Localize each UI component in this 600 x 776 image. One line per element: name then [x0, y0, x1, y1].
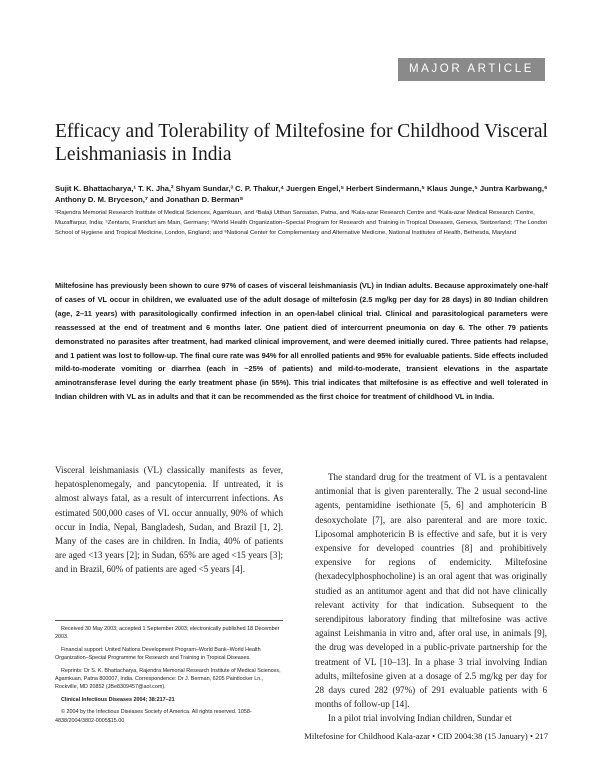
- journal-citation: Clinical Infectious Diseases 2004; 38:217–21: [61, 696, 175, 703]
- article-title: Efficacy and Tolerability of Miltefosine for Childhood Visceral Leishmaniasis in India: [55, 121, 548, 165]
- body-column-right: [315, 470, 547, 726]
- reprints-note: Reprints: Dr S. K. Bhattacharya, Rajendra Memorial Research Institute of Medical Sciences, Agamkuan, Patna 800007, India. Correspondence: Dr J. Berman, 6205 Paintlocker Ln., Rockville, MD 20852 (JBe8309457@aol.com).: [55, 667, 281, 691]
- abstract: Miltefosine has previously been shown to cure 97% of cases of visceral leishmaniasis (VL) in Indian adults. Because approximately one-half of cases of VL occur in children, we evaluated use of the adult dosage of miltefosin (2.5 mg/kg per day for 28 days) in 80 Indian children (age, 2–11 years) with parasitologically confirmed infection in an open-label clinical trial. Clinical and parasitological parameters were reassessed at the end of treatment and 6 months later. One patient died of intercurrent pneumonia on day 6. The other 79 patients demonstrated no parasites after treatment, had marked clinical improvement, and were deemed initially cured. Three patients had relapse, and 1 patient was lost to follow-up. The final cure rate was 94% for all enrolled patients and 95% for evaluable patients. Side effects included mild-to-moderate vomiting or diarrhea (each in ~25% of patients) and mild-to-moderate, transient elevations in the aspartate aminotransferase level during the early treatment phase (in 55%). This trial indicates that miltefosine is as effective and well tolerated in Indian children with VL as in adults and that it can be recommended as the first choice for treatment of childhood VL in India.: [55, 281, 548, 402]
- body-paragraph: The standard drug for the treatment of VL is a pentavalent antimonial that is given parenterally. The 2 usual second-line agents, pentamidine isethionate [5, 6] and amphotericin B desoxycholate [7], are also parenteral and are more toxic. Liposomal amphotericin B is effective and safe, but it is very expensive for developed countries [8] and prohibitively expensive for regions of endemicity. Miltefosine (hexadecylphosphocholine) is an oral agent that was originally studied as an antitumor agent and that did not have clinically relevant activity for that indication. Subsequent to the serendipitous laboratory finding that miltefosine was active against Leishmania in vitro and, after oral use, in animals [9], the drug was developed in a public-private partnership for the treatment of VL [10–13]. In a phase 3 trial involving Indian adults, miltefosine given at a dosage of 2.5 mg/kg per day for 28 days cured 282 (97%) of 291 evaluable patients with 6 months of follow-up [14].: [315, 472, 547, 710]
- footnote-divider: [55, 620, 283, 621]
- running-footer: Miltefosine for Childhood Kala-azar • CID 2004:38 (15 January) • 217: [304, 731, 548, 741]
- footnotes: [55, 620, 283, 729]
- author-affiliations: ¹Rajendra Memorial Research Institute of Medical Sciences, Agamkuan, and ²Balaji Utthan Sansatan, Patna, and ³Kala-azar Research Centre and ⁴Kala-azar Medical Research Centre, Muzaffarpur, India; ⁵Zentaris, Frankfurt am Main, Germany; ⁶World Health Organization–Special Program for Research and Training in Tropical Diseases, Geneva, Switzerland; ⁷The London School of Hygiene and Tropical Medicine, London, England; and ⁸National Center for Complementary and Alternative Medicine, National Institutes of Health, Bethesda, Maryland: [55, 210, 548, 236]
- body-paragraph: In a pilot trial involving Indian children, Sundar et: [328, 713, 512, 724]
- author-list: Sujit K. Bhattacharya,¹ T. K. Jha,² Shyam Sundar,³ C. P. Thakur,⁴ Juergen Engel,⁵ Herbert Sindermann,⁵ Klaus Junge,⁵ Juntra Karbwang,⁶ Anthony D. M. Bryceson,⁷ and Jonathan D. Berman⁸: [55, 184, 548, 204]
- intro-paragraph: Visceral leishmaniasis (VL) classically manifests as fever, hepatosplenomegaly, and pancytopenia. If untreated, it is almost always fatal, as a result of intercurrent infections. As estimated 500,000 cases of VL occur annually, 90% of which occur in India, Nepal, Bangladesh, Sudan, and Brazil [1, 2]. Many of the cases are in children. In India, 40% of patients are aged <13 years [2]; in Sudan, 65% are aged <15 years [3]; and in Brazil, 60% of patients are aged <5 years [4].: [55, 465, 283, 575]
- financial-support-note: Financial support: United Nations Development Program–World Bank–World Health Organization–Special Programme for Research and Training in Tropical Diseases.: [55, 646, 261, 662]
- copyright-note: © 2004 by the Infectious Diseases Society of America. All rights reserved. 1058-4838/2004/3802-0005$15.00: [55, 709, 252, 724]
- article-type-banner: MAJOR ARTICLE: [398, 58, 545, 81]
- received-note: Received 30 May 2003; accepted 1 September 2003; electronically published 18 December 2003.: [55, 626, 280, 641]
- body-column-left: [55, 463, 283, 577]
